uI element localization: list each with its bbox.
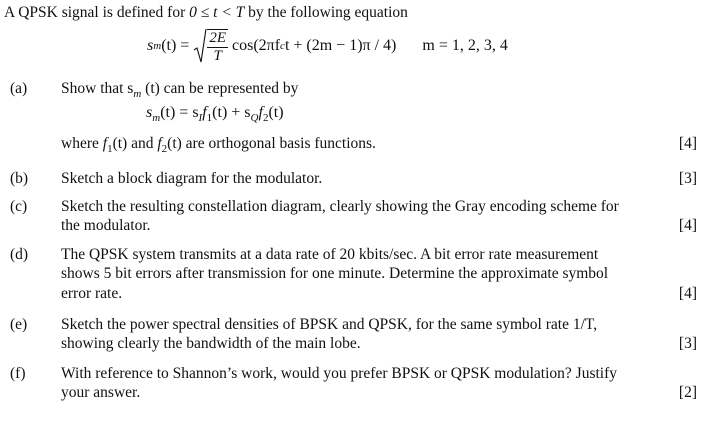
part-a-line2-post: are orthogonal basis functions. [185, 135, 376, 152]
eq-frac-num: 2E [209, 29, 226, 46]
eq-lhs-sub: m [153, 40, 162, 52]
intro-condition: 0 ≤ t < T [189, 4, 245, 21]
part-b-label: (b) [10, 170, 29, 187]
part-f-line2: your answer. [61, 384, 141, 401]
part-a-line2-f2-sub: 2 [161, 143, 168, 156]
eq-fraction [207, 29, 228, 64]
sqrt-symbol [193, 28, 228, 64]
part-f-marks: [2] [678, 384, 697, 401]
eq-rhs-tail: t + (2m − 1)π / 4) [284, 37, 397, 54]
part-a-line2-f1: f [102, 135, 108, 152]
part-e-line1: Sketch the power spectral densities of BPSK and QPSK, for the same symbol rate 1/T, [61, 316, 598, 333]
part-a-text [61, 80, 298, 100]
part-a-eq-sub: m [152, 112, 161, 125]
part-b-marks: [3] [678, 170, 697, 187]
part-d-line3: error rate. [61, 285, 123, 302]
part-c-marks: [4] [678, 217, 697, 234]
part-a-and: and [131, 135, 154, 152]
part-a-text-start: Show that s [61, 80, 134, 97]
part-a-eq-mid: (t) + s [212, 104, 251, 121]
part-c-line1: Sketch the resulting constellation diagram, clearly showing the Gray encoding scheme for [61, 198, 619, 215]
eq-lhs: s [147, 37, 154, 54]
part-f-label: (f) [10, 365, 26, 382]
part-a-text-tail: (t) can be represented by [145, 80, 299, 97]
part-a-marks: [4] [678, 135, 697, 152]
part-d-marks: [4] [678, 285, 697, 302]
part-a-eq-i: I [198, 112, 203, 125]
eq-rhs: cos(2πf [231, 37, 281, 54]
part-c-label: (c) [10, 198, 28, 215]
part-e-marks: [3] [678, 335, 697, 352]
part-a-eq-end: (t) [268, 104, 284, 121]
part-a-label: (a) [10, 80, 28, 97]
part-d-line1: The QPSK system transmits at a data rate of 20 kbits/sec. A bit error rate measurement [61, 246, 599, 263]
part-a-line2-f1-arg: (t) [112, 135, 128, 152]
question-intro [4, 4, 408, 22]
part-d-line2: shows 5 bit errors after transmission for one minute. Determine the approximate symbol [61, 265, 609, 282]
part-a-eq-f1-sub: 1 [206, 112, 213, 125]
part-a-eq-f2-sub: 2 [262, 112, 269, 125]
part-a-eq-f2: f [258, 104, 263, 121]
eq-m-values: m = 1, 2, 3, 4 [422, 37, 508, 54]
part-a-eq-q: Q [250, 112, 259, 125]
eq-frac-den: T [213, 47, 222, 64]
part-a-line2 [61, 135, 376, 155]
intro-prefix: A QPSK signal is defined for [4, 4, 186, 21]
eq-rhs-sub: c [280, 40, 285, 52]
part-e-label: (e) [10, 316, 28, 333]
part-a-text-sub: m [133, 88, 142, 101]
part-a-eq-f1: f [202, 104, 207, 121]
part-c-line2: the modulator. [61, 217, 151, 234]
part-a-eq-s: s [146, 104, 153, 121]
part-a-line2-f1-sub: 1 [107, 143, 113, 156]
part-e-line2: showing clearly the bandwidth of the main lobe. [61, 335, 361, 352]
main-equation [147, 26, 508, 66]
part-a-line2-f2-arg: (t) [167, 135, 182, 152]
part-a-line2-f2: f [157, 135, 162, 152]
part-a-equation [146, 104, 284, 124]
part-f-line1: With reference to Shannon’s work, would you prefer BPSK or QPSK modulation? Justify [61, 365, 618, 382]
part-d-label: (d) [10, 246, 29, 263]
intro-suffix: by the following equation [248, 4, 408, 21]
eq-lhs-arg: (t) = [161, 37, 190, 54]
part-a-where: where [61, 135, 99, 152]
part-a-eq-tail: (t) = s [160, 104, 199, 121]
radical-icon [193, 28, 207, 64]
part-b-text: Sketch a block diagram for the modulator. [61, 170, 323, 187]
